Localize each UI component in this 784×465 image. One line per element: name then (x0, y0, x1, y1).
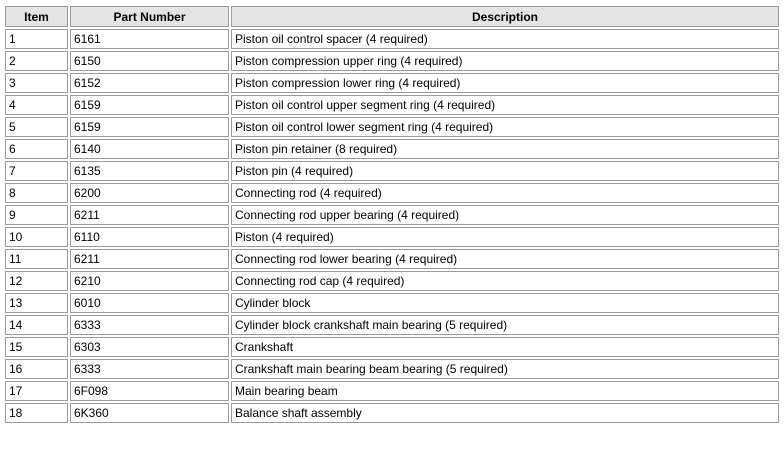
item-cell: 9 (5, 205, 68, 225)
description-cell: Connecting rod lower bearing (4 required) (231, 249, 779, 269)
table-row (5, 51, 779, 71)
table-row (5, 337, 779, 357)
table-row (5, 117, 779, 137)
item-cell: 17 (5, 381, 68, 401)
description-cell: Connecting rod upper bearing (4 required) (231, 205, 779, 225)
part-number-cell: 6211 (70, 249, 229, 269)
item-cell: 14 (5, 315, 68, 335)
part-number-cell: 6333 (70, 359, 229, 379)
item-cell: 5 (5, 117, 68, 137)
header-item: Item (5, 6, 68, 27)
part-number-cell: 6211 (70, 205, 229, 225)
item-cell: 1 (5, 29, 68, 49)
table-header (5, 6, 779, 27)
table-row (5, 359, 779, 379)
item-cell: 7 (5, 161, 68, 181)
item-cell: 2 (5, 51, 68, 71)
item-cell: 8 (5, 183, 68, 203)
part-number-cell: 6333 (70, 315, 229, 335)
description-cell: Crankshaft (231, 337, 779, 357)
header-row (5, 6, 779, 27)
table-row (5, 205, 779, 225)
description-cell: Cylinder block crankshaft main bearing (5 required) (231, 315, 779, 335)
part-number-cell: 6210 (70, 271, 229, 291)
description-cell: Piston oil control upper segment ring (4 required) (231, 95, 779, 115)
table-row (5, 293, 779, 313)
table-row (5, 29, 779, 49)
description-cell: Piston pin retainer (8 required) (231, 139, 779, 159)
part-number-cell: 6140 (70, 139, 229, 159)
item-cell: 15 (5, 337, 68, 357)
table-row (5, 315, 779, 335)
table-row (5, 73, 779, 93)
part-number-cell: 6110 (70, 227, 229, 247)
header-description: Description (231, 6, 779, 27)
table-row (5, 139, 779, 159)
table-row (5, 161, 779, 181)
description-cell: Piston pin (4 required) (231, 161, 779, 181)
item-cell: 6 (5, 139, 68, 159)
table-row (5, 183, 779, 203)
part-number-cell: 6161 (70, 29, 229, 49)
description-cell: Piston oil control spacer (4 required) (231, 29, 779, 49)
part-number-cell: 6150 (70, 51, 229, 71)
part-number-cell: 6303 (70, 337, 229, 357)
description-cell: Balance shaft assembly (231, 403, 779, 423)
part-number-cell: 6K360 (70, 403, 229, 423)
part-number-cell: 6200 (70, 183, 229, 203)
item-cell: 10 (5, 227, 68, 247)
part-number-cell: 6F098 (70, 381, 229, 401)
header-part-number: Part Number (70, 6, 229, 27)
item-cell: 12 (5, 271, 68, 291)
item-cell: 3 (5, 73, 68, 93)
parts-table (3, 4, 781, 425)
description-cell: Connecting rod (4 required) (231, 183, 779, 203)
description-cell: Connecting rod cap (4 required) (231, 271, 779, 291)
item-cell: 18 (5, 403, 68, 423)
table-row (5, 227, 779, 247)
table-row (5, 249, 779, 269)
description-cell: Piston compression upper ring (4 required) (231, 51, 779, 71)
table-row (5, 271, 779, 291)
part-number-cell: 6159 (70, 117, 229, 137)
part-number-cell: 6159 (70, 95, 229, 115)
item-cell: 16 (5, 359, 68, 379)
description-cell: Crankshaft main bearing beam bearing (5 required) (231, 359, 779, 379)
item-cell: 13 (5, 293, 68, 313)
part-number-cell: 6010 (70, 293, 229, 313)
description-cell: Piston oil control lower segment ring (4 required) (231, 117, 779, 137)
table-row (5, 381, 779, 401)
item-cell: 4 (5, 95, 68, 115)
description-cell: Piston compression lower ring (4 required) (231, 73, 779, 93)
description-cell: Cylinder block (231, 293, 779, 313)
part-number-cell: 6135 (70, 161, 229, 181)
description-cell: Piston (4 required) (231, 227, 779, 247)
table-body (5, 29, 779, 423)
table-row (5, 403, 779, 423)
description-cell: Main bearing beam (231, 381, 779, 401)
item-cell: 11 (5, 249, 68, 269)
table-row (5, 95, 779, 115)
part-number-cell: 6152 (70, 73, 229, 93)
